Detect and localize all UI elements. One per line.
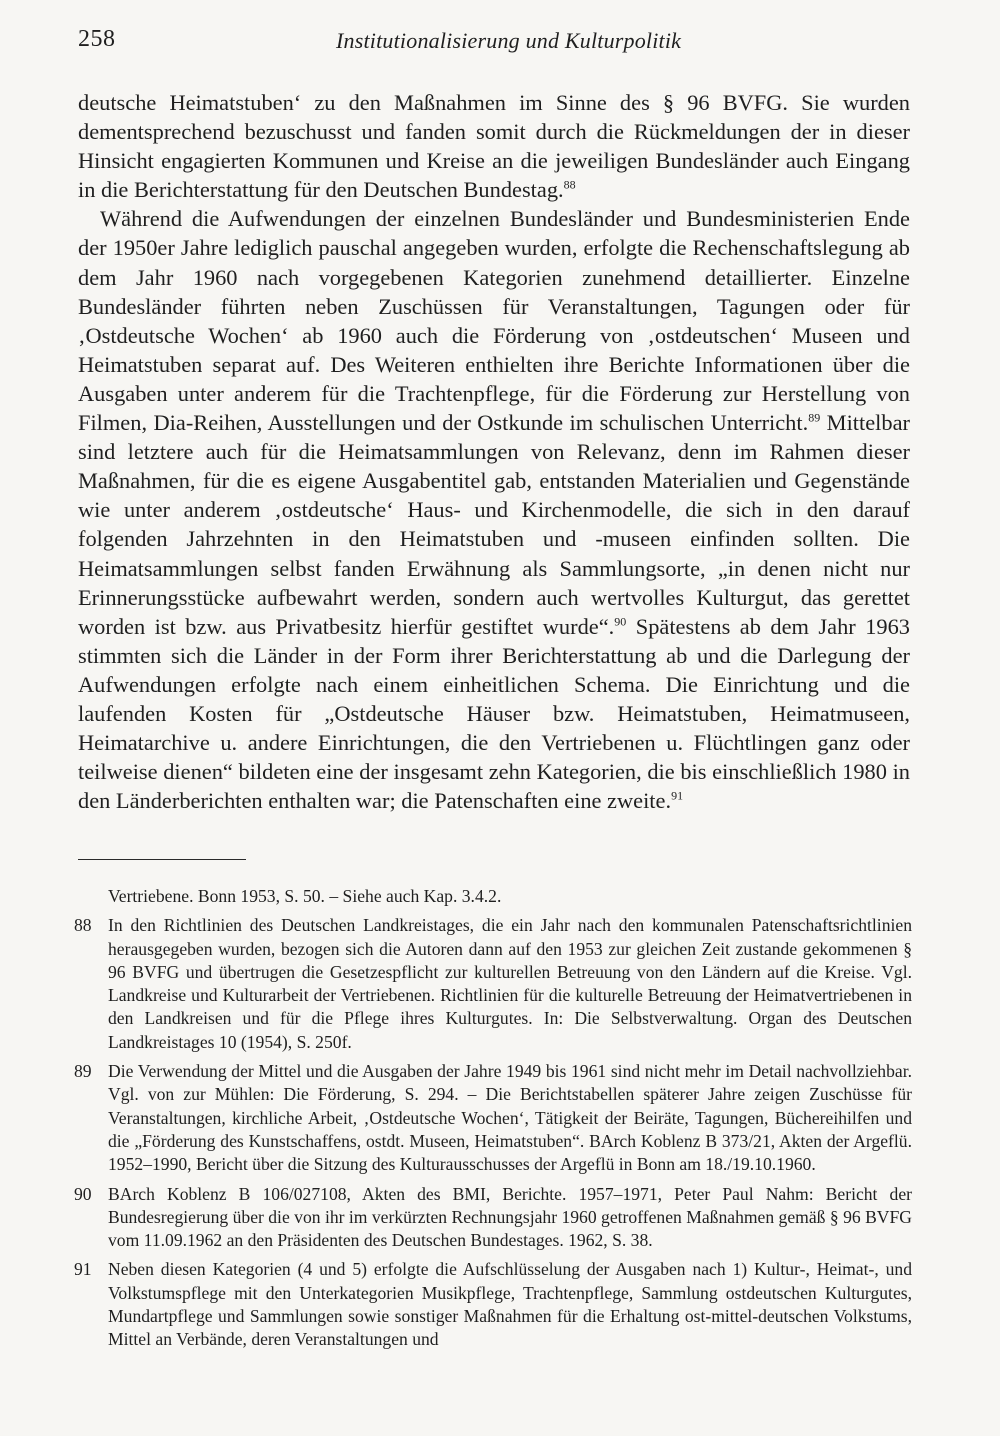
footnote-number: 89 [74,1061,92,1082]
footnote-number: 91 [74,1259,92,1280]
footnote-number: 88 [74,915,92,936]
footnote-number: 90 [74,1183,92,1204]
paragraph [78,204,910,815]
paragraph-text: Mittelbar sind letztere auch für die Heimatsammlungen von Relevanz, denn im Rahmen dieser Maßnahmen, für die es eigene Ausgabentitel gab, entstanden Materialien und Gegenstände wie unter anderem ‚ostdeutsche‘ Haus- und Kirchenmodelle, die sich in den darauf folgenden Jahrzehnten in den Heimatstuben und -museen einfinden sollten. Die Heimatsammlungen selbst fanden Erwähnung als Sammlungsorte, „in denen nicht nur Erinnerungsstücke aufbewahrt werden, sondern auch wertvolles Kulturgut, das gerettet worden ist bzw. aus Privatbesitz hierfür gestiftet wurde“. [78,410,910,639]
footnote-89 [74,1060,912,1176]
paragraph-text: Während die Aufwendungen der einzelnen Bundesländer und Bundesministerien Ende der 1950er Jahre lediglich pauschal angegeben wurden, erfolgte die Rechenschaftslegung ab dem Jahr 1960 nach vorgegebenen Kategorien zunehmend detaillierter. Einzelne Bundesländer führten neben Zuschüssen für Veranstaltungen, Tagungen oder für ‚Ostdeutsche Wochen‘ ab 1960 auch die Förderung von ‚ostdeutschen‘ Museen und Heimatstuben separat auf. Des Weiteren enthielten ihre Berichte Informationen über die Ausgaben unter anderem für die Trachtenpflege, für die Förderung zur Herstellung von Filmen, Dia-Reihen, Ausstellungen und der Ostkunde im schulischen Unterricht. [78,206,910,436]
page-number: 258 [78,26,116,52]
footnote-ref-90[interactable]: 90 [614,614,627,629]
footnote-divider [78,859,246,860]
footnote-text: BArch Koblenz B 106/027108, Akten des BMI, Berichte. 1957–1971, Peter Paul Nahm: Bericht der Bundesregierung über die von ihr im verkürzten Rechnungsjahr 1960 getroffenen Maßnahmen gemäß § 96 BVFG vom 11.09.1962 an den Präsidenten des Deutschen Bundestages. 1962, S. 38. [108,1183,912,1251]
footnotes [74,885,912,1358]
footnote-88 [74,914,912,1054]
paragraph-continuation [78,88,910,204]
running-head: Institutionalisierung und Kulturpolitik [336,28,682,53]
footnote-continuation [74,885,912,908]
footnote-text: Vertriebene. Bonn 1953, S. 50. – Siehe auch Kap. 3.4.2. [108,886,502,906]
footnote-ref-88[interactable]: 88 [563,177,576,192]
main-text [78,88,910,815]
page-header [78,20,910,60]
footnote-text: Neben diesen Kategorien (4 und 5) erfolgte die Aufschlüsselung der Ausgaben nach 1) Kultur-, Heimat-, und Volkstumspflege mit den Unterkategorien Musikpflege, Trachtenpflege, Sammlung ostdeutschen Kulturgutes, Mundartpflege und Sammlungen sowie sonstiger Maßnahmen für die Erhaltung ost-mittel-deutschen Volkstums, Mittel an Verbände, deren Veranstaltungen und [108,1259,912,1350]
footnote-text: In den Richtlinien des Deutschen Landkreistages, die ein Jahr nach den kommunalen Patenschaftsrichtlinien herausgegeben wurden, bezogen sich die Autoren dann auf den 1953 zur gleichen Zeit zustande gekommenen § 96 BVFG und übertrugen die Gesetzespflicht zur kulturellen Betreuung von den Ländern auf die Kreise. Vgl. Landkreise und Kulturarbeit der Vertriebenen. Richtlinien für die kulturelle Betreuung der Heimatvertriebenen in den Landkreisen und für die Pflege ihres Kulturgutes. In: Die Selbstverwaltung. Organ des Deutschen Landkreistages 10 (1954), S. 250f. [108,915,912,1052]
paragraph-text: Spätestens ab dem Jahr 1963 stimmten sich die Länder in der Form ihrer Berichterstattung ab und die Darlegung der Aufwendungen erfolgte nach einem einheitlichen Schema. Die Einrichtung und die laufenden Kosten für „Ostdeutsche Häuser bzw. Heimatstuben, Heimatmuseen, Heimatarchive u. andere Einrichtungen, die den Vertriebenen u. Flüchtlingen ganz oder teilweise dienen“ bildeten eine der insgesamt zehn Kategorien, die bis einschließlich 1980 in den Länderberichten enthalten war; die Patenschaften eine zweite. [78,613,910,814]
footnote-91 [74,1258,912,1351]
footnote-text: Die Verwendung der Mittel und die Ausgaben der Jahre 1949 bis 1961 sind nicht mehr im Detail nachvollziehbar. Vgl. von zur Mühlen: Die Förderung, S. 294. – Die Berichtstabellen späterer Jahre zeigen Zuschüsse für Veranstaltungen, kirchliche Arbeit, ‚Ostdeutsche Wochen‘, Tätigkeit der Beiräte, Tagungen, Büchereihilfen und die „Förderung des Kunstschaffens, ostdt. Museen, Heimatstuben“. BArch Koblenz B 373/21, Akten der Argeflü. 1952–1990, Bericht über die Sitzung des Kulturausschusses der Argeflü in Bonn am 18./19.10.1960. [108,1061,912,1175]
paragraph-text: deutsche Heimatstuben‘ zu den Maßnahmen im Sinne des § 96 BVFG. Sie wurden dementsprechend bezuschusst und fanden somit durch die Rückmeldungen der in dieser Hinsicht engagierten Kommunen und Kreise an die jeweiligen Bundesländer auch Eingang in die Berichterstattung für den Deutschen Bundestag. [78,90,910,203]
footnote-ref-91[interactable]: 91 [671,788,684,803]
footnote-90 [74,1183,912,1253]
footnote-ref-89[interactable]: 89 [808,410,821,425]
